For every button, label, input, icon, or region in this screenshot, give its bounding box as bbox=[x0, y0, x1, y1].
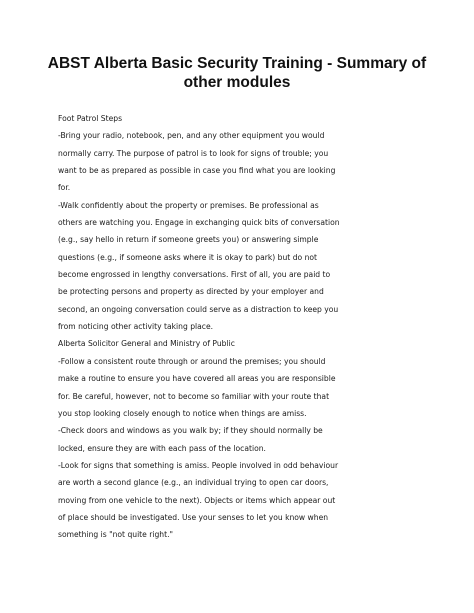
body-text-line: of place should be investigated. Use your senses to let you know when bbox=[58, 512, 329, 522]
body-text-line: be protecting persons and property as directed by your employer and bbox=[58, 287, 324, 297]
body-text-line: for. bbox=[58, 183, 71, 193]
body-text-line: questions (e.g., if someone asks where it is okay to park) but do not bbox=[58, 252, 318, 262]
source-attribution-line: Alberta Solicitor General and Ministry of Public bbox=[58, 339, 235, 349]
body-text-line: normally carry. The purpose of patrol is to look for signs of trouble; you bbox=[58, 148, 329, 158]
body-text-line: -Walk confidently about the property or premises. Be professional as bbox=[58, 200, 319, 210]
body-text-line: you stop looking closely enough to notice when things are amiss. bbox=[58, 408, 307, 418]
body-text-line: for. Be careful, however, not to become so familiar with your route that bbox=[58, 391, 330, 401]
body-text-line: are worth a second glance (e.g., an individual trying to open car doors, bbox=[58, 478, 329, 488]
body-text-line: -Check doors and windows as you walk by; if they should normally be bbox=[58, 426, 323, 436]
body-text-line: others are watching you. Engage in exchanging quick bits of conversation bbox=[58, 218, 340, 228]
body-text-line: from noticing other activity taking place. bbox=[58, 322, 214, 332]
body-text-line: -Bring your radio, notebook, pen, and any other equipment you would bbox=[58, 131, 325, 141]
document-body bbox=[58, 110, 428, 544]
body-text-line: want to be as prepared as possible in case you find what you are looking bbox=[58, 166, 336, 176]
body-text-line: moving from one vehicle to the next). Objects or items which appear out bbox=[58, 495, 336, 505]
body-text-line: locked, ensure they are with each pass of the location. bbox=[58, 443, 266, 453]
title-line: other modules bbox=[183, 74, 291, 91]
body-text-line: become engrossed in lengthy conversations. First of all, you are paid to bbox=[58, 270, 331, 280]
section-heading-foot-patrol: Foot Patrol Steps bbox=[58, 114, 123, 123]
body-text-line: make a routine to ensure you have covered all areas you are responsible bbox=[58, 374, 336, 384]
body-text-line: -Look for signs that something is amiss. People involved in odd behaviour bbox=[58, 460, 339, 470]
body-text-line: second, an ongoing conversation could serve as a distraction to keep you bbox=[58, 304, 339, 314]
page-title bbox=[40, 54, 434, 92]
title-line: ABST Alberta Basic Security Training - Summary of bbox=[47, 55, 427, 72]
body-text-line: -Follow a consistent route through or around the premises; you should bbox=[58, 356, 326, 366]
body-text-line: (e.g., say hello in return if someone greets you) or answering simple bbox=[58, 235, 319, 245]
body-text-line: something is "not quite right." bbox=[58, 530, 173, 540]
